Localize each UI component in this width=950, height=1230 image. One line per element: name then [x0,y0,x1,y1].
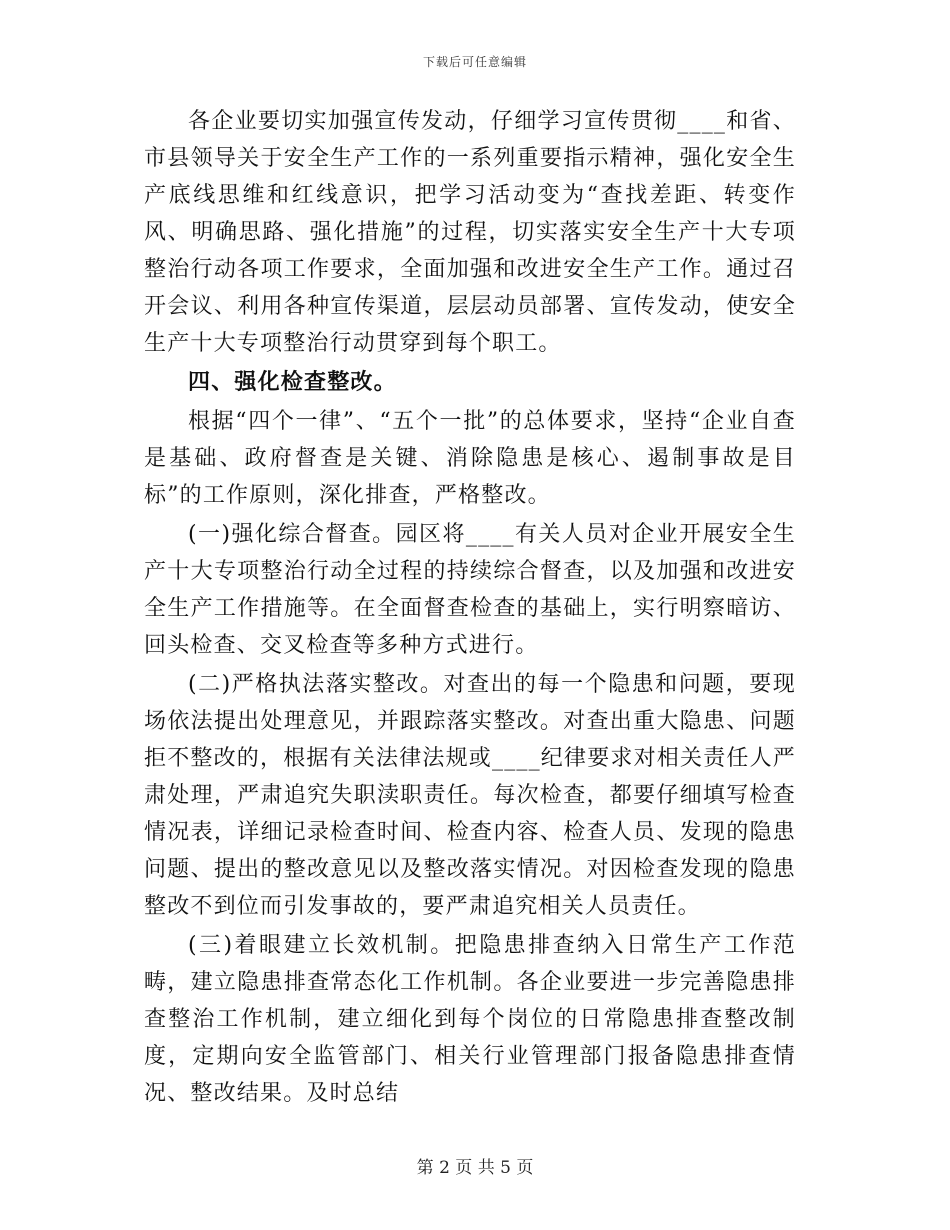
document-body [144,103,796,1112]
paragraph-long-term-mechanism: (三)着眼建立长效机制。把隐患排查纳入日常生产工作范畴，建立隐患排查常态化工作机制。各企业要进一步完善隐患排查整治工作机制，建立细化到每个岗位的日常隐患排查整改制度，定期向安全监管部门、相关行业管理部门报备隐患排查情况、整改结果。及时总结 [144,933,796,1106]
page-header-note: 下载后可任意编辑 [422,55,527,69]
section-heading-four: 四、强化检查整改。 [188,369,397,395]
paragraph-requirements: 根据“四个一律”、“五个一批”的总体要求，坚持“企业自查是基础、政府督查是关键、消除隐患是核心、遏制事故是目标”的工作原则，深化排查，严格整改。 [144,409,796,508]
paragraph-strict-enforcement: (二)严格执法落实整改。对查出的每一个隐患和问题，要现场依法提出处理意见，并跟踪落实整改。对查出重大隐患、问题拒不整改的，根据有关法律法规或____纪律要求对相关责任人严肃处理，严肃追究失职渎职责任。每次检查，都要仔细填写检查情况表，详细记录检查时间、检查内容、检查人员、发现的隐患问题、提出的整改意见以及整改落实情况。对因检查发现的隐患整改不到位而引发事故的，要严肃追究相关人员责任。 [144,672,797,919]
paragraph-comprehensive-supervision: (一)强化综合督查。园区将____有关人员对企业开展安全生产十大专项整治行动全过程的持续综合督查，以及加强和改进安全生产工作措施等。在全面督查检查的基础上，实行明察暗访、回头检查、交叉检查等多种方式进行。 [144,522,796,658]
paragraph-publicity: 各企业要切实加强宣传发动，仔细学习宣传贯彻____和省、市县领导关于安全生产工作的一系列重要指示精神，强化安全生产底线思维和红线意识，把学习活动变为“查找差距、转变作风、明确思路、强化措施”的过程，切实落实安全生产十大专项整治行动各项工作要求，全面加强和改进安全生产工作。通过召开会议、利用各种宣传渠道，层层动员部署、宣传发动，使安全生产十大专项整治行动贯穿到每个职工。 [144,109,796,356]
page-number: 第 2 页 共 5 页 [416,1158,534,1178]
